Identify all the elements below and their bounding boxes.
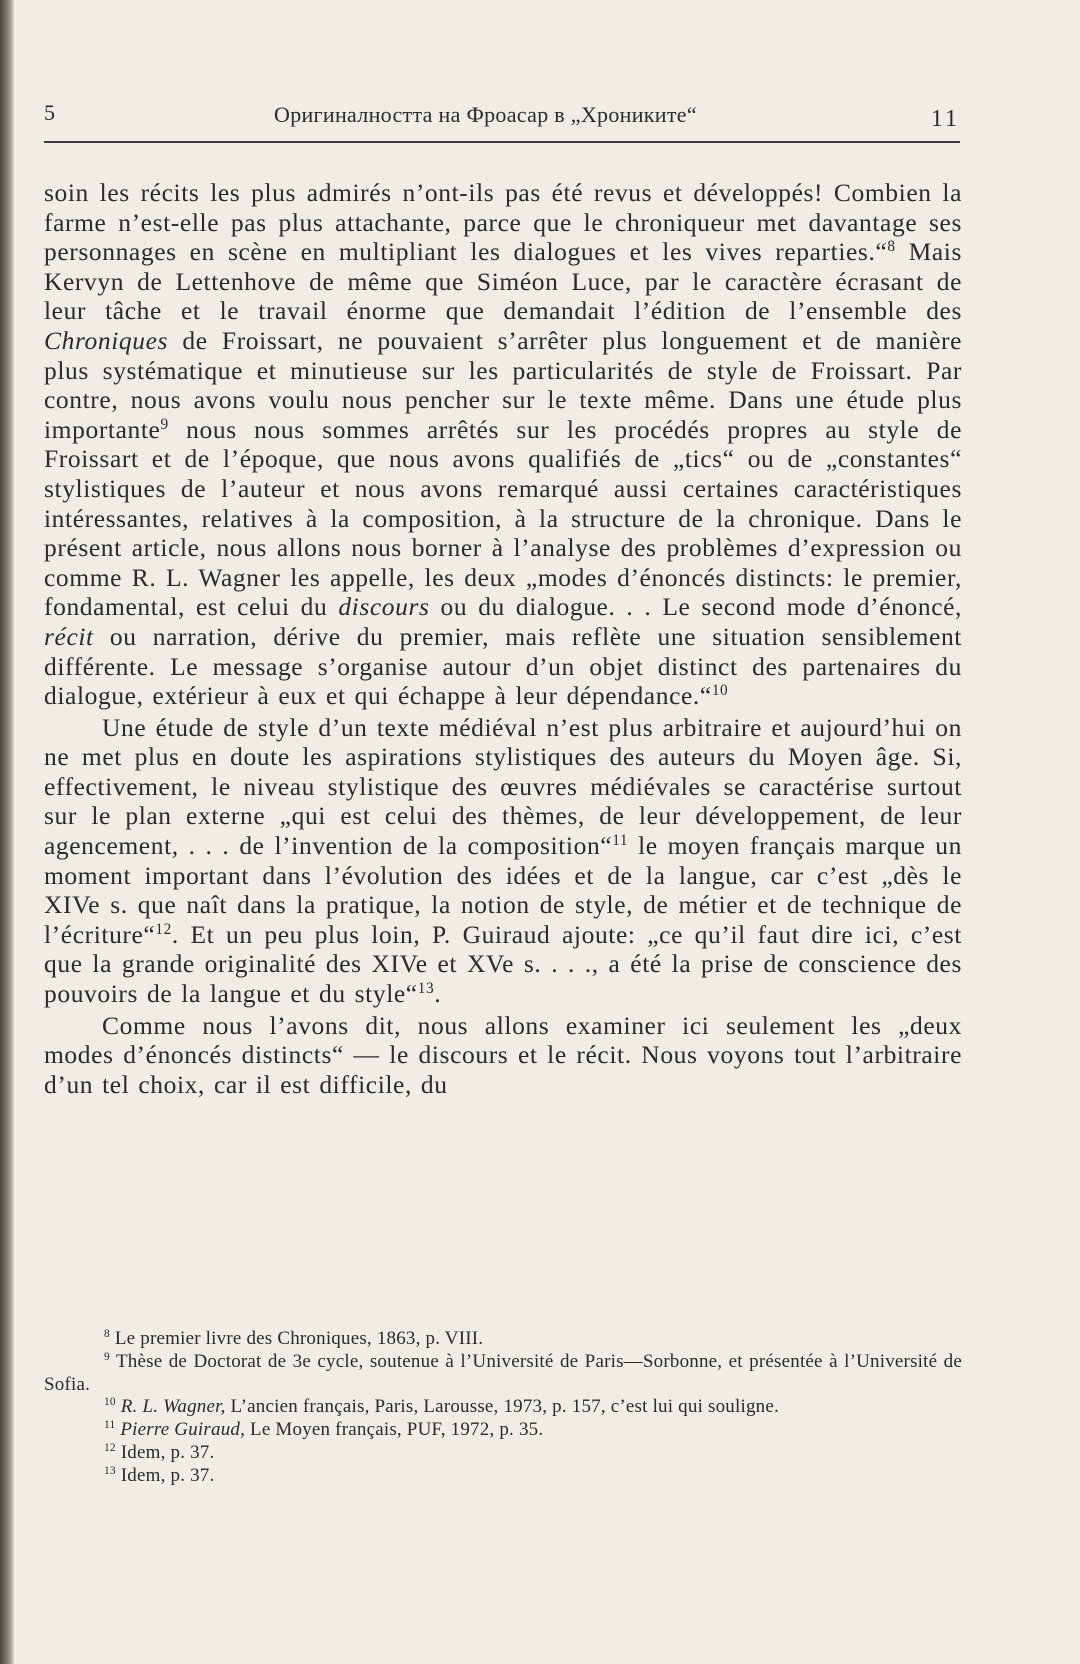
page-number: 11 xyxy=(930,106,960,132)
main-text xyxy=(44,178,962,1099)
header-rule xyxy=(44,141,960,143)
footnote-9: $^9$ Thèse de Doctorat de 3e cycle, soutenue à l’Université de Paris—Sorbonne, et présentée à l’Université de Sofia. xyxy=(44,1350,963,1395)
paragraph-3: Comme nous l’avons dit, nous allons examiner ici seulement les „deux modes d’énoncés distincts“ — le discours et le récit. Nous voyons tout l’arbitraire d’un tel choix, car il est difficile, du xyxy=(44,1010,962,1099)
footnote-ref-13: 13 xyxy=(417,979,435,997)
page-header xyxy=(44,100,960,134)
footnote-ref-11: 11 xyxy=(612,831,629,849)
footnote-12: $^{12}$ Idem, p. 37. xyxy=(104,1441,215,1463)
folio-number: 5 xyxy=(44,100,55,125)
footnote-13: $^{13}$ Idem, p. 37. xyxy=(104,1464,215,1486)
footnote-8: $^8$ Le premier livre des Chroniques, 1863, p. VIII. xyxy=(104,1328,484,1349)
footnote-ref-10: 10 xyxy=(711,681,729,699)
footnote-ref-8: 8 xyxy=(887,238,896,256)
paragraph-2: Une étude de style d’un texte médiéval n’est plus arbitraire et aujourd’hui on ne met plus en doute les aspirations stylistiques des auteurs du Moyen âge. Si, effectivement, le niveau stylistique des œuvres médiévales se caractérise surtout sur le plan externe „qui est celui des thèmes, de leur développement, de leur agencement, . . . de l’invention de la composition“$^{11}$ le moyen français marque un moment important dans l’évolution des idées et de la langue, car c’est „dès le XIVe s. que naît dans la pratique, la notion de style, de métier et de technique de l’écriture“$^{12}$. Et un peu plus loin, P. Guiraud ajoute: „ce qu’il faut dire ici, c’est que la grande originalité des XIVe et XVe s. . . ., a été la prise de conscience des pouvoirs de la langue et du style“$^{13}$. xyxy=(44,712,962,1009)
footnotes xyxy=(44,1328,962,1488)
footnote-ref-9: 9 xyxy=(160,415,169,433)
footnote-11: $^{11}$ Pierre Guiraud, Le Moyen français, PUF, 1972, p. 35. xyxy=(104,1419,544,1441)
footnote-ref-12: 12 xyxy=(155,920,172,938)
footnote-10: $^{10}$ R. L. Wagner, L’ancien français, Paris, Larousse, 1973, p. 157, c’est lui qui souligne. xyxy=(104,1396,779,1418)
book-spine-shadow xyxy=(0,0,14,1664)
paragraph-1: soin les récits les plus admirés n’ont-ils pas été revus et développés! Combien la farme n’est-elle pas plus attachante, parce que le chroniqueur met davantage ses personnages en scène en multipliant les dialogues et les vives reparties.“$^8$ Mais Kervyn de Lettenhove de même que Siméon Luce, par le caractère écrasant de leur tâche et le travail énorme que demandait l’édition de l’ensemble des Chroniques de Froissart, ne pouvaient s’arrêter plus longuement et de manière plus systématique et minutieuse sur les particularités de style de Froissart. Par contre, nous avons voulu nous pencher sur le texte même. Dans une étude plus importante$^9$ nous nous sommes arrêtés sur les procédés propres au style de Froissart et de l’époque, que nous avons qualifiés de „tics“ ou de „constantes“ stylistiques de l’auteur et nous avons remarqué aussi certaines caractéristiques intéressantes, relatives à la composition, à la structure de la chronique. Dans le présent article, nous allons nous borner à l’analyse des problèmes d’expression ou comme R. L. Wagner les appelle, les deux „modes d’énoncés distincts: le premier, fondamental, est celui du discours ou du dialogue. . . Le second mode d’énoncé, récit ou narration, dérive du premier, mais reflète une situation sensiblement différente. Le message s’organise autour d’un objet distinct des partenaires du dialogue, extérieur à eux et qui échappe à leur dépendance.“$^{10}$ xyxy=(44,178,963,711)
running-head: Оригиналността на Фроасар в „Хрониките“ xyxy=(274,102,697,127)
